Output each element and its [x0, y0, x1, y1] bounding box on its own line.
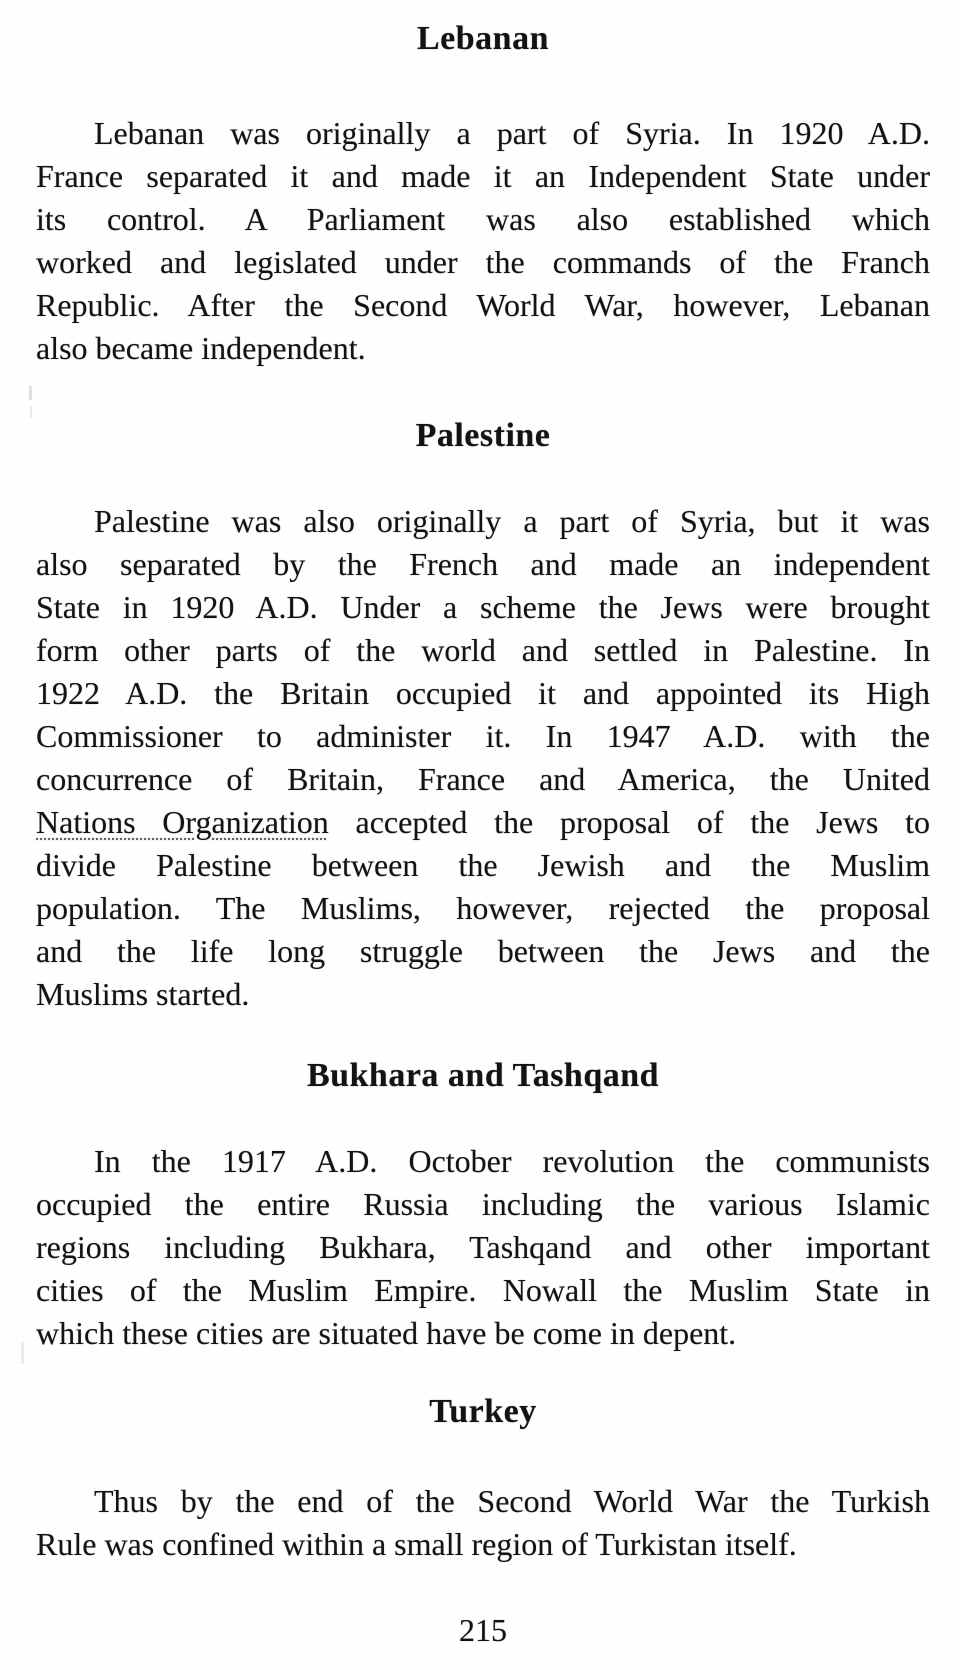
text-line: occupied the entire Russia including the various Islamic	[36, 1186, 930, 1222]
paragraph-bukhara-tashqand	[36, 1140, 930, 1355]
text-line: concurrence of Britain, France and America, the United	[36, 761, 930, 797]
text-line: France separated it and made it an Independent State under	[36, 158, 930, 194]
section-palestine	[36, 417, 930, 1016]
text-line: Palestine was also originally a part of Syria, but it was	[94, 503, 930, 539]
text-line: also became independent.	[36, 330, 366, 366]
section-turkey	[36, 1393, 930, 1566]
text-line: 1922 A.D. the Britain occupied it and appointed its High	[36, 675, 930, 711]
text-line: Republic. After the Second World War, however, Lebanan	[36, 287, 930, 323]
text-line: Thus by the end of the Second World War the Turkish	[94, 1483, 930, 1519]
scan-artifact-mark	[21, 1342, 24, 1364]
text-line: Nations Organization accepted the proposal of the Jews to	[36, 804, 931, 840]
text-line: State in 1920 A.D. Under a scheme the Jews were brought	[36, 589, 930, 625]
text-line: Lebanan was originally a part of Syria. In 1920 A.D.	[94, 115, 930, 151]
text-line: worked and legislated under the commands of the Franch	[36, 244, 930, 280]
paragraph-palestine	[36, 500, 930, 1016]
section-lebanan	[36, 0, 930, 370]
text-line: and the life long struggle between the Jews and the	[36, 933, 930, 969]
text-line: In the 1917 A.D. October revolution the communists	[94, 1143, 930, 1179]
section-heading-turkey: Turkey	[429, 1393, 537, 1430]
text-line: Commissioner to administer it. In 1947 A.D. with the	[36, 718, 930, 754]
text-line: divide Palestine between the Jewish and the Muslim	[36, 847, 930, 883]
section-heading-lebanan: Lebanan	[417, 20, 549, 57]
section-heading-bukhara-tashqand: Bukhara and Tashqand	[306, 1057, 660, 1094]
text-line: Rule was confined within a small region of Turkistan itself.	[36, 1526, 797, 1562]
text-line: Muslims started.	[36, 976, 250, 1012]
text-line: form other parts of the world and settled in Palestine. In	[36, 632, 930, 668]
section-bukhara-tashqand	[36, 1057, 930, 1355]
text-line: regions including Bukhara, Tashqand and other important	[36, 1229, 930, 1265]
text-line: cities of the Muslim Empire. Nowall the Muslim State in	[36, 1272, 930, 1308]
text-line: its control. A Parliament was also established which	[36, 201, 930, 237]
scan-artifact-mark	[29, 386, 32, 400]
page-number: 215	[459, 1612, 507, 1648]
paragraph-turkey	[36, 1480, 930, 1566]
section-heading-palestine: Palestine	[415, 417, 551, 454]
text-line: also separated by the French and made an independent	[36, 546, 930, 582]
text-line: which these cities are situated have be come in depent.	[36, 1315, 737, 1351]
scan-artifact-mark	[30, 406, 32, 418]
scan-underline-artifact: Nations Organization	[36, 804, 329, 840]
text-line: population. The Muslims, however, rejected the proposal	[36, 890, 930, 926]
paragraph-lebanan	[36, 112, 930, 370]
